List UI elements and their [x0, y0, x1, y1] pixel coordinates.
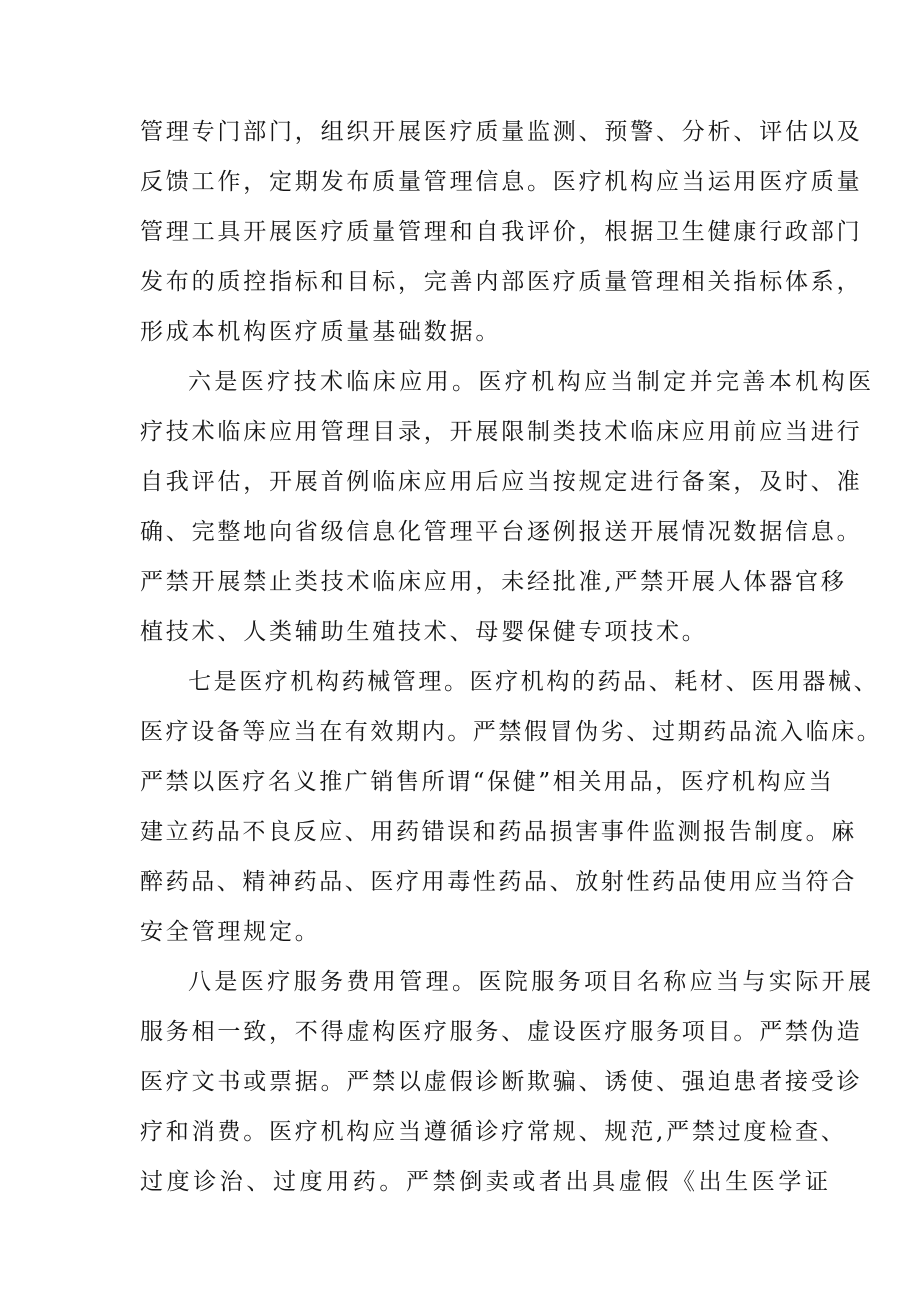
text-line: 管理工具开展医疗质量管理和自我评价，根据卫生健康行政部门	[140, 219, 863, 245]
text-line: 管理专门部门，组织开展医疗质量监测、预警、分析、评估以及	[140, 119, 863, 145]
text-line: 医疗设备等应当在有效期内。严禁假冒伪劣、过期药品流入临床。	[140, 719, 883, 745]
text-line: 严禁开展禁止类技术临床应用，未经批准,严禁开展人体器官移	[140, 569, 847, 595]
paragraph-first-line: 八是医疗服务费用管理。医院服务项目名称应当与实际开展	[188, 969, 875, 995]
text-line: 疗和消费。医疗机构应当遵循诊疗常规、规范,严禁过度检查、	[140, 1119, 847, 1145]
text-line: 服务相一致，不得虚构医疗服务、虚设医疗服务项目。严禁伪造	[140, 1019, 863, 1045]
text-line: 医疗文书或票据。严禁以虚假诊断欺骗、诱使、强迫患者接受诊	[140, 1069, 863, 1095]
text-line: 反馈工作，定期发布质量管理信息。医疗机构应当运用医疗质量	[140, 169, 863, 195]
paragraph-first-line: 六是医疗技术临床应用。医疗机构应当制定并完善本机构医	[188, 369, 875, 395]
text-line: 过度诊治、过度用药。严禁倒卖或者出具虚假《出生医学证	[140, 1169, 832, 1195]
text-line: 自我评估，开展首例临床应用后应当按规定进行备案，及时、准	[140, 469, 863, 495]
text-line: 建立药品不良反应、用药错误和药品损害事件监测报告制度。麻	[140, 819, 857, 845]
text-line: 安全管理规定。	[140, 919, 321, 945]
text-line: 形成本机构医疗质量基础数据。	[140, 319, 502, 345]
text-line: 疗技术临床应用管理目录，开展限制类技术临床应用前应当进行	[140, 419, 863, 445]
text-line: 严禁以医疗名义推广销售所谓“保健”相关用品，医疗机构应当	[140, 769, 835, 795]
paragraph-first-line: 七是医疗机构药械管理。医疗机构的药品、耗材、医用器械、	[188, 669, 880, 695]
text-line: 醉药品、精神药品、医疗用毒性药品、放射性药品使用应当符合	[140, 869, 857, 895]
text-line: 确、完整地向省级信息化管理平台逐例报送开展情况数据信息。	[140, 519, 863, 545]
text-line: 植技术、人类辅助生殖技术、母婴保健专项技术。	[140, 619, 708, 645]
text-line: 发布的质控指标和目标，完善内部医疗质量管理相关指标体系，	[140, 269, 863, 295]
